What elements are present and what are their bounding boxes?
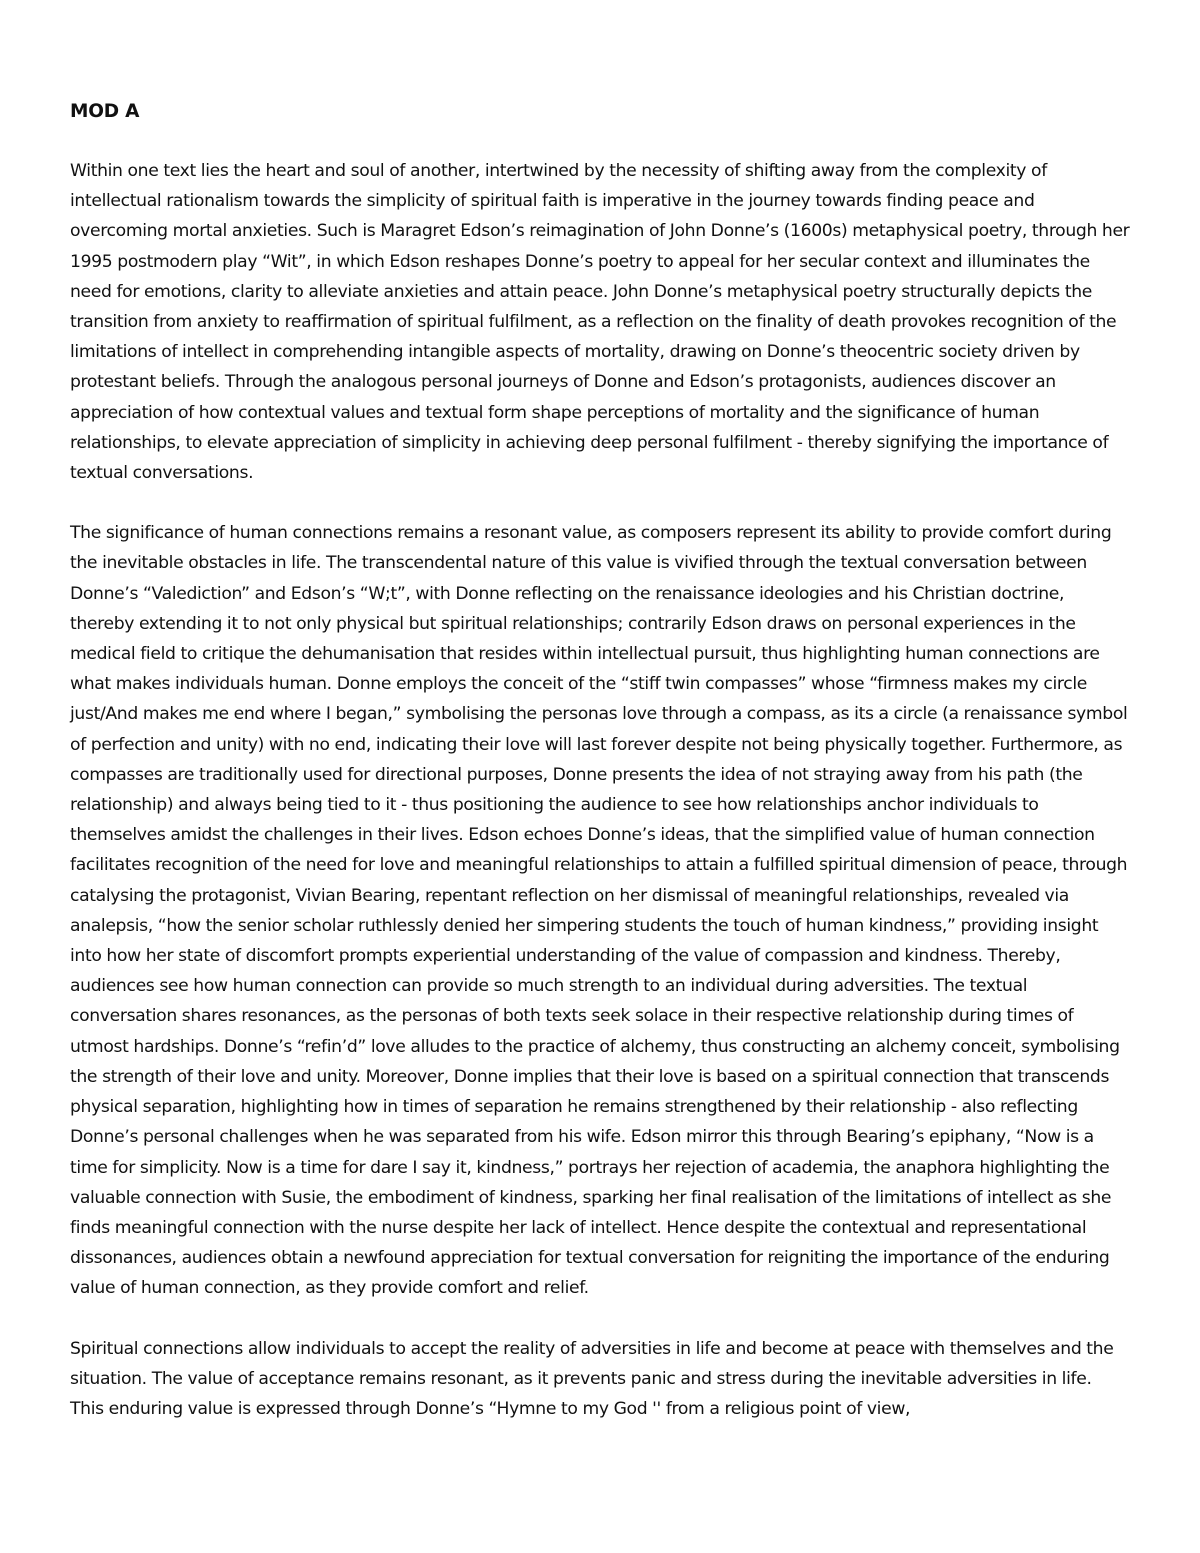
paragraph-human-connections: The significance of human connections remains a resonant value, as composers represent its ability to provide comfort during the inevitable obstacles in life. The transcendental nature of this value is vivified through the textual conversation between Donne’s “Valediction” and Edson’s “W;t”, with Donne reflecting on the renaissance ideologies and his Christian doctrine, thereby extending it to not only physical but spiritual relationships; contrarily Edson draws on personal experiences in the medical field to critique the dehumanisation that resides within intellectual pursuit, thus highlighting human connections are what makes individuals human. Donne employs the conceit of the “stiff twin compasses” whose “firmness makes my circle just/And makes me end where I began,” symbolising the personas love through a compass, as its a circle (a renaissance symbol of perfection and unity) with no end, indicating their love will last forever despite not being physically together. Furthermore, as compasses are traditionally used for directional purposes, Donne presents the idea of not straying away from his path (the relationship) and always being tied to it - thus positioning the audience to see how relationships anchor individuals to themselves amidst the challenges in their lives. Edson echoes Donne’s ideas, that the simplified value of human connection facilitates recognition of the need for love and meaningful relationships to attain a fulfilled spiritual dimension of peace, through catalysing the protagonist, Vivian Bearing, repentant reflection on her dismissal of meaningful relationships, revealed via analepsis, “how the senior scholar ruthlessly denied her simpering students the touch of human kindness,” providing insight into how her state of discomfort prompts experiential understanding of the value of compassion and kindness. Thereby, audiences see how human connection can provide so much strength to an individual during adversities. The textual conversation shares resonances, as the personas of both texts seek solace in their respective relationship during times of utmost hardships. Donne’s “refin’d” love alludes to the practice of alchemy, thus constructing an alchemy conceit, symbolising the strength of their love and unity. Moreover, Donne implies that their love is based on a spiritual connection that transcends physical separation, highlighting how in times of separation he remains strengthened by their relationship - also reflecting Donne’s personal challenges when he was separated from his wife. Edson mirror this through Bearing’s epiphany, “Now is a time for simplicity. Now is a time for dare I say it, kindness,” portrays her rejection of academia, the anaphora highlighting the valuable connection with Susie, the embodiment of kindness, sparking her final realisation of the limitations of intellect as she finds meaningful connection with the nurse despite her lack of intellect. Hence despite the contextual and representational dissonances, audiences obtain a newfound appreciation for textual conversation for reigniting the importance of the enduring value of human connection, as they provide comfort and relief.	[70, 523, 1128, 1299]
paragraph-introduction: Within one text lies the heart and soul of another, intertwined by the necessity of shifting away from the complexity of intellectual rationalism towards the simplicity of spiritual faith is imperative in the journey towards finding peace and overcoming mortal anxieties. Such is Maragret Edson’s reimagination of John Donne’s (1600s) metaphysical poetry, through her 1995 postmodern play “Wit”, in which Edson reshapes Donne’s poetry to appeal for her secular context and illuminates the need for emotions, clarity to alleviate anxieties and attain peace. John Donne’s metaphysical poetry structurally depicts the transition from anxiety to reaffirmation of spiritual fulfilment, as a reflection on the finality of death provokes recognition of the limitations of intellect in comprehending intangible aspects of mortality, drawing on Donne’s theocentric society driven by protestant beliefs. Through the analogous personal journeys of Donne and Edson’s protagonists, audiences discover an appreciation of how contextual values and textual form shape perceptions of mortality and the significance of human relationships, to elevate appreciation of simplicity in achieving deep personal fulfilment - thereby signifying the importance of textual conversations.	[70, 161, 1130, 484]
document-title: MOD A	[70, 101, 140, 122]
paragraph-spiritual-connections: Spiritual connections allow individuals to accept the reality of adversities in life and become at peace with themselves and the situation. The value of acceptance remains resonant, as it prevents panic and stress during the inevitable adversities in life. This enduring value is expressed through Donne’s “Hymne to my God '' from a religious point of view,	[70, 1338, 1114, 1419]
